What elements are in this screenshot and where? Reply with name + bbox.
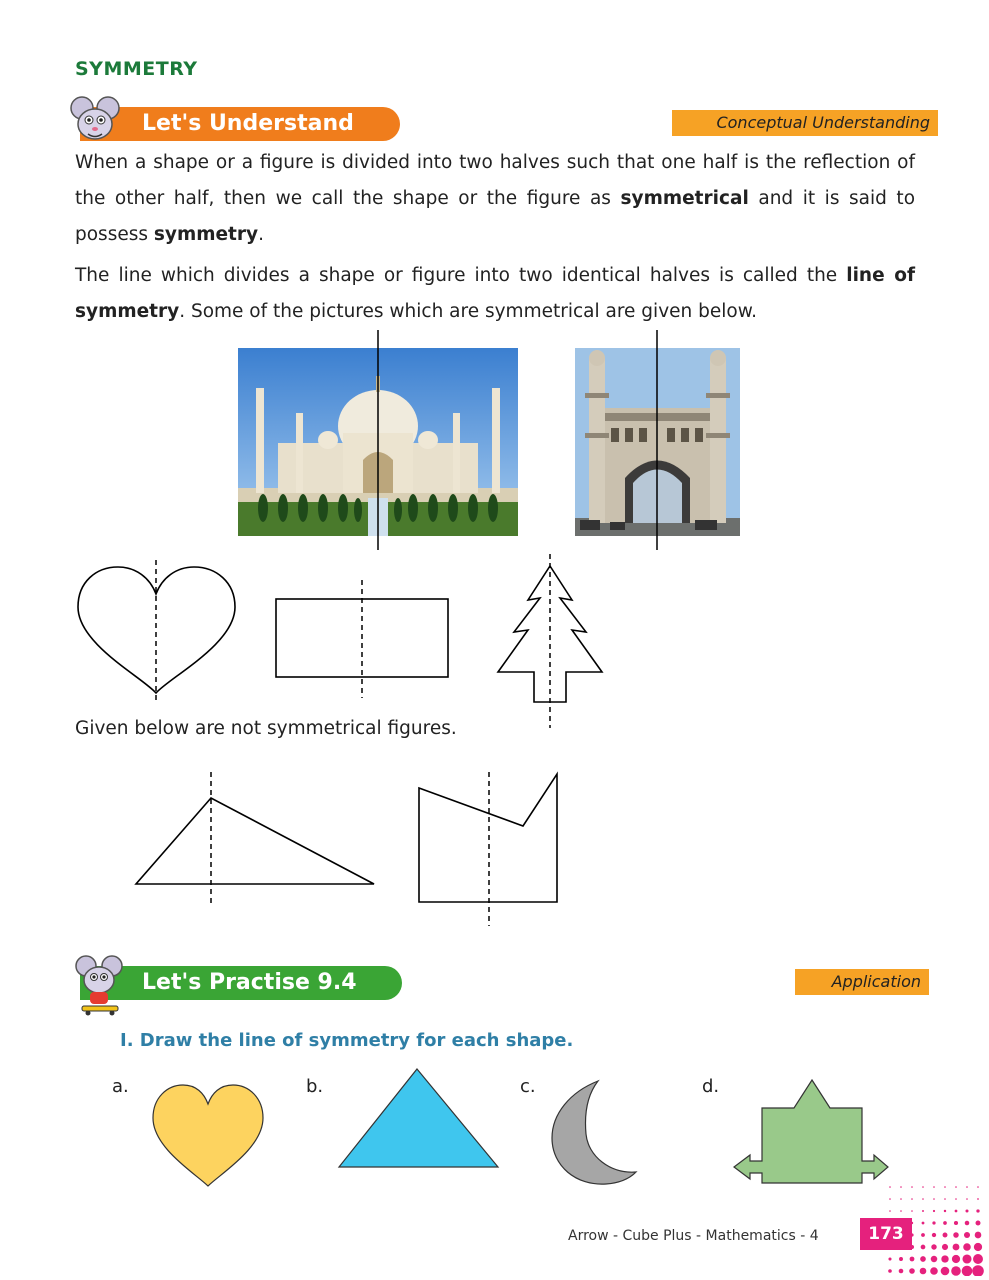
pentagon-outline-not-symmetric <box>415 770 563 928</box>
banner-label: Let's Practise 9.4 <box>142 970 357 995</box>
paragraph-line-of-symmetry <box>75 258 915 330</box>
label-d: d. <box>702 1076 720 1097</box>
tree-outline-symmetric <box>494 552 606 730</box>
text: . Some of the pictures which are symmetrical are given below. <box>179 301 758 322</box>
heart-outline-symmetric <box>72 552 242 702</box>
term-line-of-symmetry: line of symmetry <box>75 265 915 322</box>
taj-mahal-symmetry-line <box>376 330 380 550</box>
footer-book-title: Arrow - Cube Plus - Mathematics - 4 <box>568 1228 819 1244</box>
section-title: SYMMETRY <box>75 58 198 80</box>
arrow-shape-green <box>730 1077 892 1189</box>
question-1: I. Draw the line of symmetry for each shape. <box>120 1030 574 1051</box>
banner-label: Let's Understand <box>142 111 354 136</box>
page-number: 173 <box>860 1218 912 1250</box>
mouse-mascot-icon <box>68 92 122 146</box>
paragraph-symmetry-definition <box>75 145 915 253</box>
text: and it is said to possess <box>75 188 916 245</box>
triangle-outline-not-symmetric <box>132 770 382 908</box>
triangle-shape-blue <box>336 1066 502 1170</box>
heart-shape-yellow <box>150 1082 266 1190</box>
lets-understand-banner <box>80 107 400 141</box>
label-a: a. <box>112 1076 129 1097</box>
text: . <box>258 224 264 245</box>
text: The line which divides a shape or figure into two identical halves is called the <box>75 265 847 286</box>
label-b: b. <box>306 1076 324 1097</box>
not-symmetrical-note: Given below are not symmetrical figures. <box>75 718 457 739</box>
application-tag: Application <box>795 969 929 995</box>
label-c: c. <box>520 1076 536 1097</box>
term-symmetrical: symmetrical <box>620 188 749 209</box>
charminar-symmetry-line <box>655 330 659 550</box>
conceptual-understanding-tag: Conceptual Understanding <box>672 110 938 136</box>
term-symmetry: symmetry <box>153 224 259 245</box>
mouse-skateboard-mascot-icon <box>68 952 132 1016</box>
text: When a shape or a figure is divided into two halves such that one half is the reflection of the other half, then we call the shape or the figure as <box>75 152 915 209</box>
crescent-moon-shape-grey <box>548 1078 640 1188</box>
rectangle-outline-symmetric <box>270 578 454 700</box>
